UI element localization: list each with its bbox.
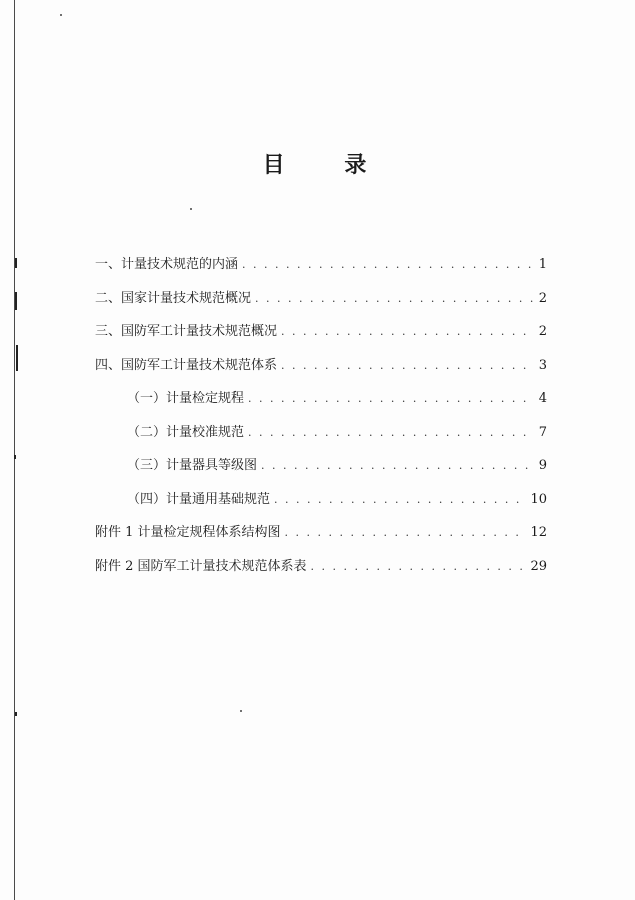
table-of-contents: [95, 253, 547, 588]
toc-entry[interactable]: [95, 421, 547, 455]
toc-entry-label: （一）计量检定规程: [127, 391, 245, 406]
toc-page-number: 3: [538, 357, 547, 373]
toc-entry[interactable]: [95, 387, 547, 421]
toc-entry[interactable]: [95, 555, 547, 589]
toc-dot-leader: [261, 459, 533, 472]
toc-dot-leader: [242, 258, 533, 271]
toc-entry[interactable]: [95, 320, 547, 354]
toc-page-number: 2: [538, 324, 547, 339]
toc-entry[interactable]: [95, 354, 547, 388]
toc-entry-label: 附件 2 国防军工计量技术规范体系表: [95, 558, 307, 574]
toc-entry[interactable]: [95, 287, 547, 321]
toc-entry-label: 二、国家计量技术规范概况: [95, 290, 252, 306]
scan-artifact: [15, 258, 17, 268]
toc-page-number: 4: [538, 391, 547, 406]
toc-entry-label: 一、计量技术规范的内涵: [95, 257, 239, 272]
toc-page-number: 1: [538, 257, 547, 272]
toc-page-number: 9: [538, 458, 547, 473]
scan-speck: [190, 208, 192, 210]
toc-page-number: 29: [530, 558, 547, 574]
scan-artifact: [14, 455, 16, 459]
toc-dot-leader: [281, 359, 533, 372]
toc-dot-leader: [255, 292, 533, 305]
scan-artifact: [15, 292, 17, 310]
page-title: 目 录: [262, 152, 393, 178]
scan-artifact: [16, 345, 18, 371]
toc-entry-label: 三、国防军工计量技术规范概况: [95, 324, 278, 339]
toc-dot-leader: [311, 560, 527, 573]
toc-entry-label: （二）计量校准规范: [127, 424, 245, 440]
toc-entry-label: 附件 1 计量检定规程体系结构图: [95, 525, 281, 540]
toc-entry[interactable]: [95, 454, 547, 488]
toc-entry[interactable]: [95, 488, 547, 522]
toc-page-number: 2: [538, 290, 547, 306]
toc-page-number: 7: [538, 424, 547, 440]
toc-page-number: 12: [530, 525, 547, 540]
scan-artifact: [15, 712, 17, 716]
toc-page-number: 10: [530, 491, 547, 507]
toc-entry-label: 四、国防军工计量技术规范体系: [95, 357, 278, 373]
toc-dot-leader: [285, 526, 527, 539]
toc-dot-leader: [274, 493, 526, 506]
toc-dot-leader: [248, 392, 533, 405]
toc-dot-leader: [248, 426, 533, 439]
toc-entry-label: （三）计量器具等级图: [127, 458, 258, 473]
binding-edge-line: [14, 0, 15, 900]
scan-speck: [240, 710, 242, 712]
toc-entry-label: （四）计量通用基础规范: [127, 491, 271, 507]
scan-speck: [60, 14, 62, 16]
toc-entry[interactable]: [95, 521, 547, 555]
toc-dot-leader: [281, 325, 533, 338]
toc-entry[interactable]: [95, 253, 547, 287]
